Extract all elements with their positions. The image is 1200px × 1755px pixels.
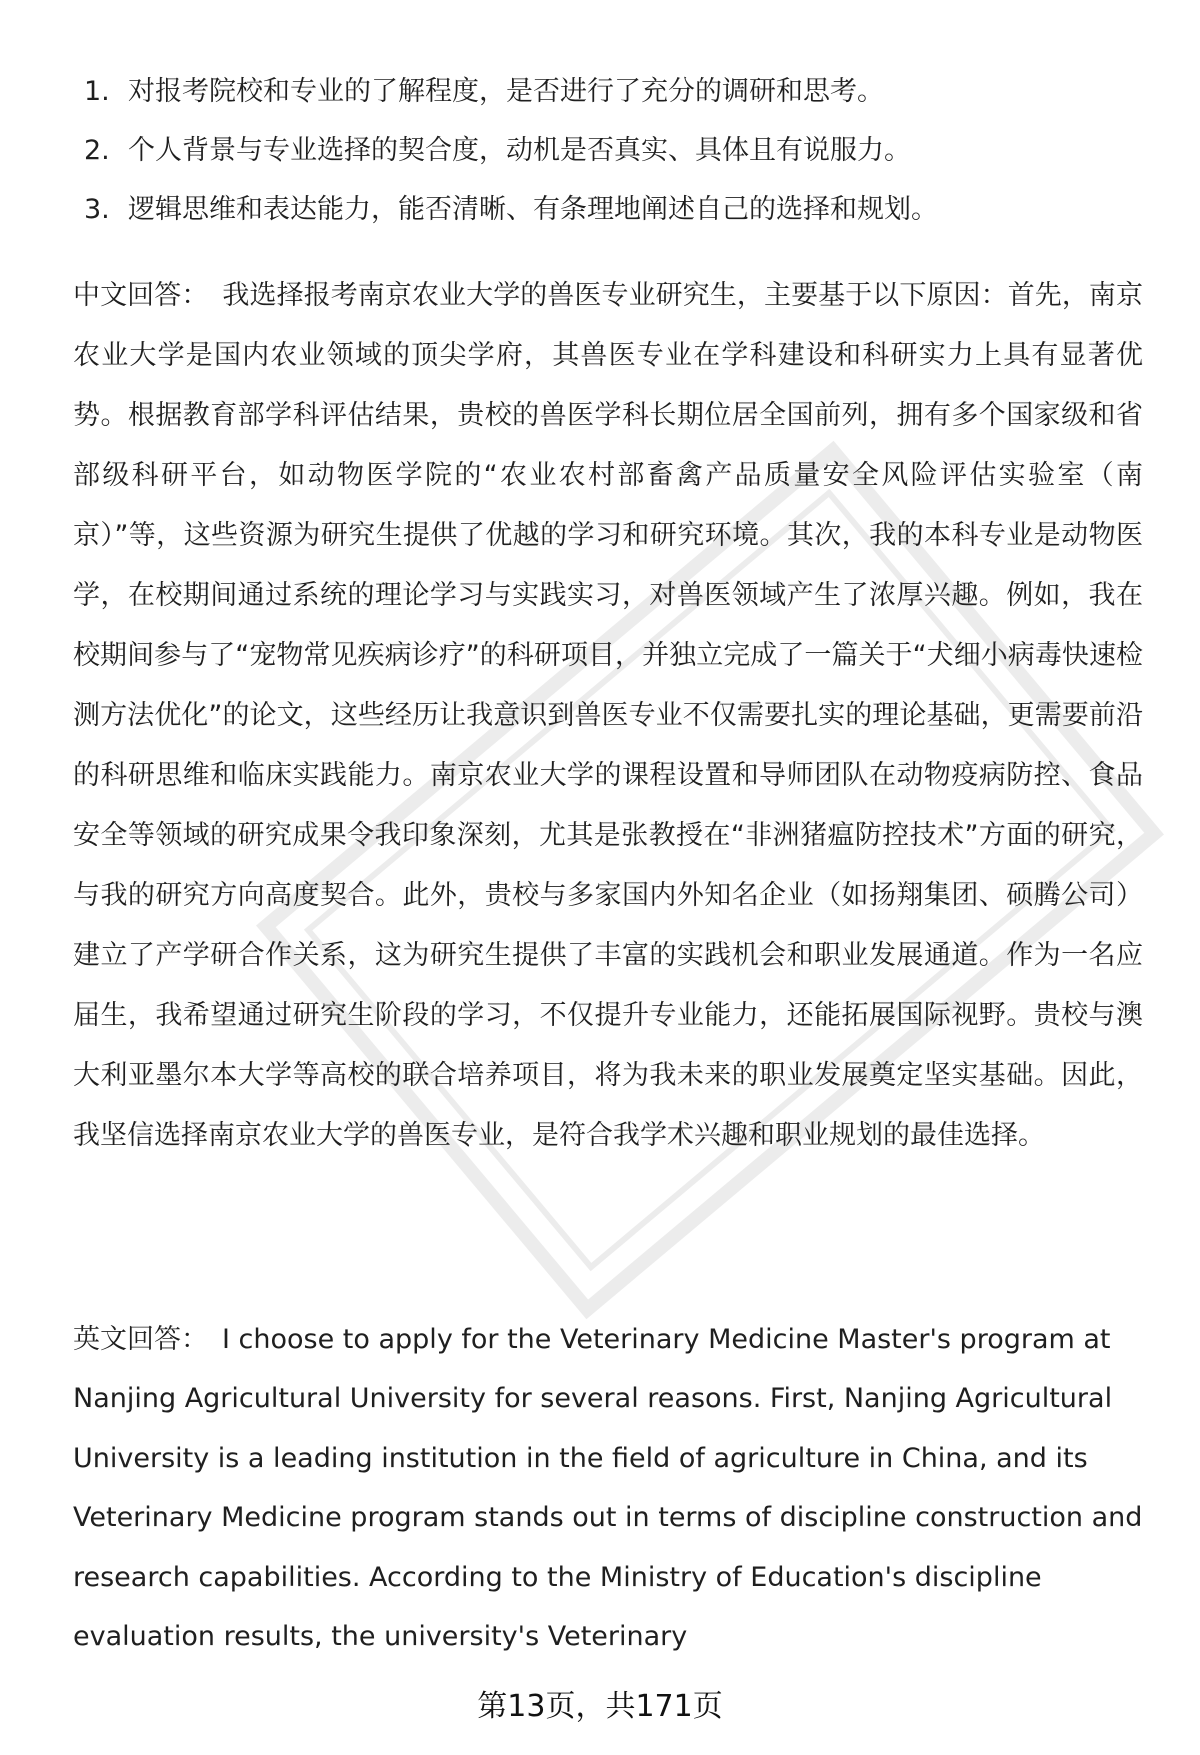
criteria-text: 逻辑思维和表达能力，能否清晰、有条理地阐述自己的选择和规划。 — [128, 194, 938, 225]
page-number-footer: 第13页，共171页 — [477, 1689, 723, 1724]
chinese-answer-label: 中文回答： — [73, 280, 209, 311]
english-answer-paragraph — [73, 1310, 1143, 1666]
english-answer-text: I choose to apply for the Veterinary Medicine Master's program at Nanjing Agricultural University for several reasons. First, Nanjing Agricultural University is a leading institution in the field of agriculture in China, and its Veterinary Medicine program stands out in terms of discipline construction and research capabilities. According to the Ministry of Education's discipline evaluation results, the university's Veterinary — [73, 1324, 1143, 1653]
evaluation-criteria-list — [84, 62, 1124, 239]
criteria-number: 2. — [84, 135, 110, 166]
criteria-item — [84, 121, 1124, 180]
criteria-number: 3. — [84, 194, 110, 225]
criteria-number: 1. — [84, 76, 110, 107]
criteria-item — [84, 180, 1124, 239]
english-answer-label: 英文回答： — [73, 1324, 208, 1355]
chinese-answer-text: 我选择报考南京农业大学的兽医专业研究生，主要基于以下原因：首先，南京农业大学是国内农业领域的顶尖学府，其兽医专业在学科建设和科研实力上具有显著优势。根据教育部学科评估结果，贵校的兽医学科长期位居全国前列，拥有多个国家级和省部级科研平台，如动物医学院的“农业农村部畜禽产品质量安全风险评估实验室（南京）”等，这些资源为研究生提供了优越的学习和研究环境。其次，我的本科专业是动物医学，在校期间通过系统的理论学习与实践实习，对兽医领域产生了浓厚兴趣。例如，我在校期间参与了“宠物常见疾病诊疗”的科研项目，并独立完成了一篇关于“犬细小病毒快速检测方法优化”的论文，这些经历让我意识到兽医专业不仅需要扎实的理论基础，更需要前沿的科研思维和临床实践能力。南京农业大学的课程设置和导师团队在动物疫病防控、食品安全等领域的研究成果令我印象深刻，尤其是张教授在“非洲猪瘟防控技术”方面的研究，与我的研究方向高度契合。此外，贵校与多家国内外知名企业（如扬翔集团、硕腾公司）建立了产学研合作关系，这为研究生提供了丰富的实践机会和职业发展通道。作为一名应届生，我希望通过研究生阶段的学习，不仅提升专业能力，还能拓展国际视野。贵校与澳大利亚墨尔本大学等高校的联合培养项目，将为我未来的职业发展奠定坚实基础。因此，我坚信选择南京农业大学的兽医专业，是符合我学术兴趣和职业规划的最佳选择。 — [73, 280, 1144, 1151]
criteria-item — [84, 62, 1124, 121]
criteria-text: 对报考院校和专业的了解程度，是否进行了充分的调研和思考。 — [128, 76, 884, 107]
chinese-answer-paragraph — [73, 266, 1143, 1166]
criteria-text: 个人背景与专业选择的契合度，动机是否真实、具体且有说服力。 — [128, 135, 911, 166]
